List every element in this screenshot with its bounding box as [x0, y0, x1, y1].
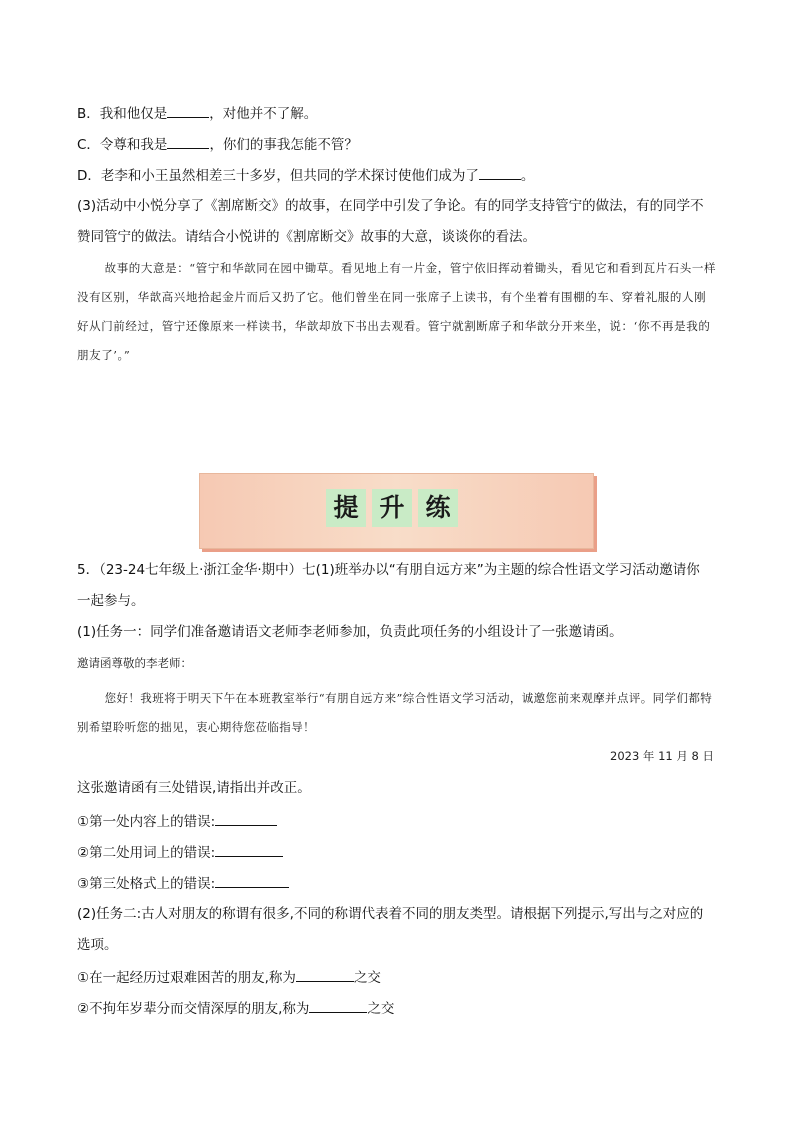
option-b: B．我和他仅是 ，对他并不了解。 [77, 102, 317, 124]
letter-date: 2023 年 11 月 8 日 [610, 749, 714, 763]
option-d: D．老李和小王虽然相差三十多岁，但共同的学术探讨使他们成为了 。 [77, 164, 534, 186]
error-intro: 这张邀请函有三处错误,请指出并改正。 [77, 780, 311, 796]
q5-stem-line2: 一起参与。 [77, 593, 145, 609]
answer-blank[interactable] [309, 997, 367, 1013]
q5-task2-line2: 选项。 [77, 937, 118, 953]
error-3: ③第三处格式上的错误: [77, 872, 289, 894]
section-banner [199, 473, 594, 549]
error-2: ②第二处用词上的错误: [77, 841, 283, 863]
error-1: ①第一处内容上的错误: [77, 810, 277, 832]
banner-title: 提 升 练 [326, 489, 458, 527]
q4-part3-line1: (3)活动中小悦分享了《割席断交》的故事，在同学中引发了争论。有的同学支持管宁的做法，有的同学不 [77, 198, 704, 214]
q4-part3-line2: 赞同管宁的做法。请结合小悦讲的《割席断交》故事的大意，谈谈你的看法。 [77, 229, 536, 245]
q5-task2-line1: (2)任务二:古人对朋友的称谓有很多,不同的称谓代表着不同的朋友类型。请根据下列提示,写出与之对应的 [77, 906, 704, 922]
hint-2: ②不拘年岁辈分而交情深厚的朋友,称为 之交 [77, 997, 394, 1019]
q5-task1: (1)任务一：同学们准备邀请语文老师李老师参加，负责此项任务的小组设计了一张邀请函。 [77, 624, 623, 640]
answer-blank[interactable] [296, 966, 354, 982]
answer-blank[interactable] [167, 102, 209, 118]
option-c: C．令尊和我是 ，你们的事我怎能不管？ [77, 133, 358, 155]
answer-blank[interactable] [215, 810, 277, 826]
story-excerpt: 故事的大意是：“管宁和华歆同在园中锄草。看见地上有一片金，管宁依旧挥动着锄头，看见它和看到瓦片石头一样没有区别，华歆高兴地拾起金片而后又扔了它。他们曾坐在同一张席子上读书，有个坐着有围棚的车、穿着礼服的人刚好从门前经过，管宁还像原来一样读书，华歆却放下书出去观看。管宁就割断席子和华歆分开来坐，说：‘你不再是我的朋友了’。” [77, 261, 717, 362]
q5-stem-line1: 5．（23-24七年级上·浙江金华·期中）七(1)班举办以“有朋自远方来”为主题的综合性语文学习活动邀请你 [77, 562, 700, 578]
hint-1: ①在一起经历过艰难困苦的朋友,称为 之交 [77, 966, 381, 988]
answer-blank[interactable] [479, 164, 521, 180]
answer-blank[interactable] [215, 841, 283, 857]
answer-blank[interactable] [215, 872, 289, 888]
letter-body: 您好！我班将于明天下午在本班教室举行“有朋自远方来”综合性语文学习活动，诚邀您前来观摩并点评。同学们都特别希望聆听您的拙见，衷心期待您莅临指导！ [77, 691, 713, 734]
letter-heading: 邀请函尊敬的李老师： [77, 656, 192, 670]
answer-blank[interactable] [167, 133, 209, 149]
